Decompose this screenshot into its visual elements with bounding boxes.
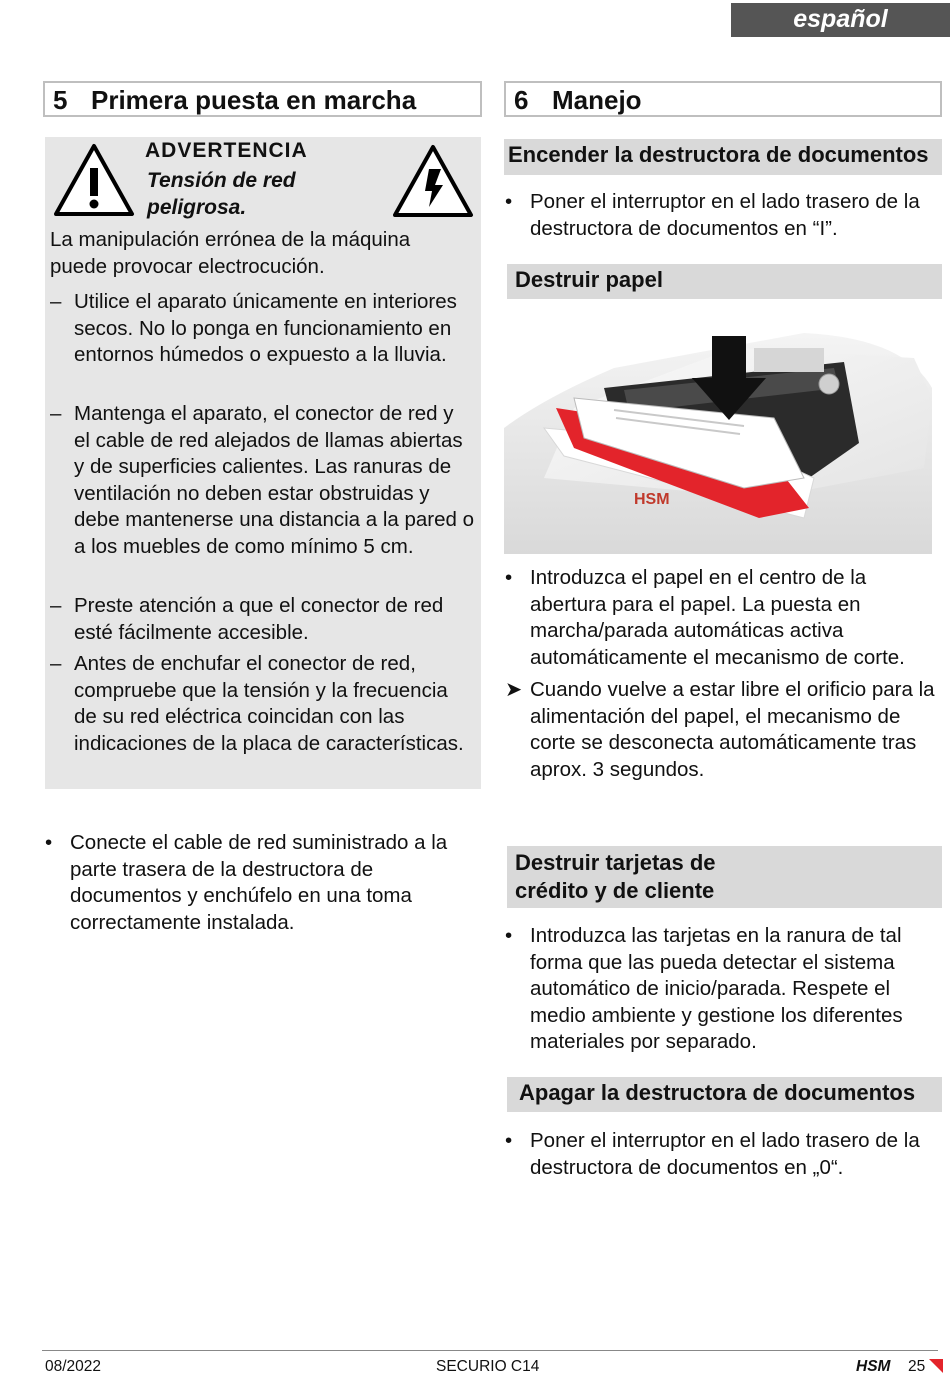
switch-off-step — [505, 1128, 935, 1181]
shredder-illustration — [504, 328, 932, 554]
section-title-text: Primera puesta en marcha — [91, 85, 417, 115]
dash-marker: – — [50, 290, 62, 313]
footer-date: 08/2022 — [45, 1358, 102, 1375]
section-title-text: Manejo — [552, 85, 642, 115]
dash-marker: – — [50, 594, 62, 617]
heading-switch-on: Encender la destructora de documentos — [504, 139, 942, 175]
shred-paper-result-text: Cuando vuelve a estar libre el orificio para la alimentación del papel, el mecanismo de corte se desconecta automáticamente tras aprox. 3 segundos. — [530, 678, 935, 781]
warning-label: ADVERTENCIA — [145, 139, 308, 162]
footer-brand: HSM — [856, 1358, 891, 1375]
electric-hazard-icon — [391, 143, 475, 219]
warning-subtitle: Tensión de red peligrosa. — [147, 169, 296, 219]
shredder-brand-text: HSM — [634, 491, 670, 508]
list-item — [45, 593, 475, 646]
warning-item-text: Antes de enchufar el conector de red, compruebe que la tensión y la frecuencia de su red eléctrica coincidan con las indicaciones de la placa de características. — [74, 652, 464, 755]
heading-switch-off: Apagar la destructora de documentos — [507, 1077, 942, 1112]
section-title-6 — [504, 81, 942, 117]
switch-off-step-text: Poner el interruptor en el lado trasero de la destructora de documentos en „0“. — [530, 1129, 920, 1179]
dash-marker: – — [50, 652, 62, 675]
shred-paper-result — [505, 677, 935, 783]
warning-item-text: Preste atención a que el conector de red esté fácilmente accesible. — [74, 594, 444, 644]
bullet-marker: • — [505, 1129, 513, 1152]
bullet-marker: • — [505, 924, 513, 947]
warning-triangle-icon — [52, 142, 136, 218]
section-number: 6 — [514, 85, 529, 115]
shred-paper-step-text: Introduzca el papel en el centro de la abertura para el papel. La puesta en marcha/parada automáticas activa automáticamente el mecanismo de corte. — [530, 566, 905, 669]
connect-step — [45, 830, 485, 936]
page-number: 25 — [908, 1358, 926, 1375]
bullet-marker: • — [505, 566, 513, 589]
warning-item-text: Utilice el aparato únicamente en interiores secos. No lo ponga en funcionamiento en entornos húmedos o expuesto a la lluvia. — [74, 290, 457, 367]
list-item — [45, 651, 475, 757]
shred-cards-step-text: Introduzca las tarjetas en la ranura de tal forma que las pueda detectar el sistema automático de inicio/parada. Respete el medio ambiente y gestione los diferentes materiales por separado. — [530, 924, 903, 1054]
bullet-marker: • — [505, 190, 513, 213]
list-item — [45, 289, 475, 369]
connect-step-text: Conecte el cable de red suministrado a la parte trasera de la destructora de documentos y enchúfelo en una toma correctamente instalada. — [70, 831, 448, 934]
section-title-5 — [43, 81, 482, 117]
dash-marker: – — [50, 402, 62, 425]
language-tab: español — [731, 3, 950, 37]
footer-divider — [42, 1350, 938, 1351]
section-number: 5 — [53, 85, 68, 115]
warning-list — [45, 289, 481, 789]
switch-on-step-text: Poner el interruptor en el lado trasero de la destructora de documentos en “I”. — [530, 190, 920, 240]
list-item — [45, 401, 475, 561]
warning-intro: La manipulación errónea de la máquina puede provocar electrocución. — [50, 228, 411, 278]
footer-model: SECURIO C14 — [436, 1358, 540, 1375]
heading-shred-paper: Destruir papel — [507, 264, 942, 299]
warning-item-text: Mantenga el aparato, el conector de red y el cable de red alejados de llamas abiertas y de superficies calientes. Las ranuras de ventilación no deben estar obstruidas y debe mantenerse una distancia a la pared o a los muebles de como mínimo 5 cm. — [74, 402, 475, 558]
bullet-marker: • — [45, 831, 53, 854]
red-corner-icon — [929, 1359, 943, 1373]
shred-paper-step — [505, 565, 935, 671]
shred-cards-step — [505, 923, 935, 1056]
arrow-icon: ➤ — [505, 678, 523, 701]
switch-on-step — [505, 189, 935, 242]
heading-shred-cards: Destruir tarjetas de crédito y de cliente — [507, 846, 942, 908]
